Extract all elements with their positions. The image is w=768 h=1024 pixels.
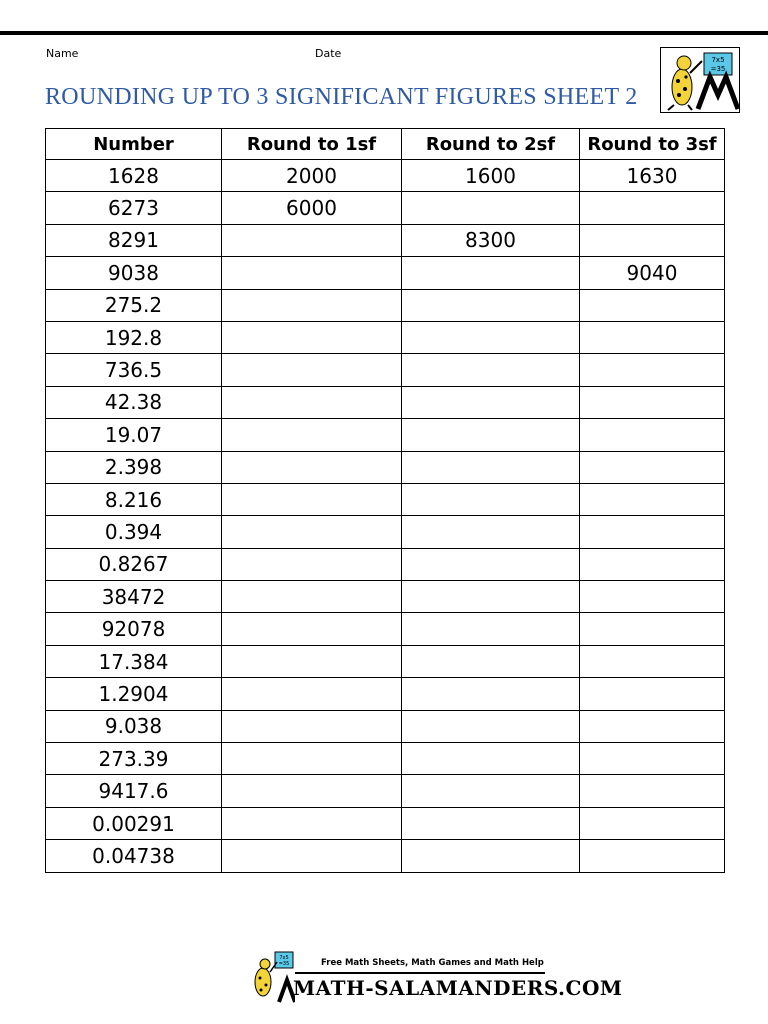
round-2sf-cell[interactable] bbox=[402, 840, 580, 872]
number-cell: 0.394 bbox=[46, 516, 222, 548]
round-1sf-cell[interactable] bbox=[222, 678, 402, 710]
round-3sf-cell[interactable] bbox=[580, 192, 725, 224]
name-label: Name bbox=[46, 47, 79, 60]
number-cell: 19.07 bbox=[46, 419, 222, 451]
round-2sf-cell[interactable] bbox=[402, 743, 580, 775]
page-title: ROUNDING UP TO 3 SIGNIFICANT FIGURES SHEET 2 bbox=[45, 84, 638, 110]
table-row bbox=[46, 224, 725, 256]
column-header-3sf: Round to 3sf bbox=[580, 129, 725, 160]
column-header-2sf: Round to 2sf bbox=[402, 129, 580, 160]
salamander-logo bbox=[660, 47, 740, 113]
table-row bbox=[46, 192, 725, 224]
round-2sf-cell[interactable] bbox=[402, 483, 580, 515]
round-3sf-cell[interactable] bbox=[580, 224, 725, 256]
round-1sf-cell[interactable] bbox=[222, 483, 402, 515]
round-3sf-cell[interactable] bbox=[580, 419, 725, 451]
number-cell: 9417.6 bbox=[46, 775, 222, 807]
number-cell: 17.384 bbox=[46, 645, 222, 677]
round-1sf-cell[interactable] bbox=[222, 386, 402, 418]
table-row bbox=[46, 160, 725, 192]
table-row bbox=[46, 257, 725, 289]
round-2sf-cell[interactable]: 8300 bbox=[402, 224, 580, 256]
round-2sf-cell[interactable] bbox=[402, 775, 580, 807]
round-2sf-cell[interactable] bbox=[402, 321, 580, 353]
number-cell: 9038 bbox=[46, 257, 222, 289]
round-1sf-cell[interactable] bbox=[222, 645, 402, 677]
round-1sf-cell[interactable] bbox=[222, 548, 402, 580]
round-3sf-cell[interactable] bbox=[580, 548, 725, 580]
number-cell: 275.2 bbox=[46, 289, 222, 321]
svg-text:7x5: 7x5 bbox=[279, 955, 289, 961]
table-row bbox=[46, 321, 725, 353]
number-cell: 0.00291 bbox=[46, 807, 222, 839]
round-2sf-cell[interactable] bbox=[402, 257, 580, 289]
round-2sf-cell[interactable] bbox=[402, 645, 580, 677]
table-row bbox=[46, 548, 725, 580]
round-1sf-cell[interactable] bbox=[222, 807, 402, 839]
round-2sf-cell[interactable] bbox=[402, 710, 580, 742]
round-3sf-cell[interactable] bbox=[580, 678, 725, 710]
round-1sf-cell[interactable] bbox=[222, 354, 402, 386]
round-1sf-cell[interactable] bbox=[222, 743, 402, 775]
number-cell: 42.38 bbox=[46, 386, 222, 418]
number-cell: 1628 bbox=[46, 160, 222, 192]
round-3sf-cell[interactable] bbox=[580, 451, 725, 483]
number-cell: 6273 bbox=[46, 192, 222, 224]
number-cell: 2.398 bbox=[46, 451, 222, 483]
top-rule bbox=[0, 31, 768, 35]
svg-text:7x5: 7x5 bbox=[711, 56, 725, 64]
round-3sf-cell[interactable] bbox=[580, 710, 725, 742]
round-2sf-cell[interactable] bbox=[402, 192, 580, 224]
table-row bbox=[46, 419, 725, 451]
round-1sf-cell[interactable] bbox=[222, 581, 402, 613]
round-1sf-cell[interactable]: 2000 bbox=[222, 160, 402, 192]
round-1sf-cell[interactable] bbox=[222, 516, 402, 548]
round-1sf-cell[interactable] bbox=[222, 775, 402, 807]
round-2sf-cell[interactable] bbox=[402, 581, 580, 613]
number-cell: 0.04738 bbox=[46, 840, 222, 872]
round-3sf-cell[interactable] bbox=[580, 645, 725, 677]
round-2sf-cell[interactable] bbox=[402, 386, 580, 418]
round-2sf-cell[interactable] bbox=[402, 419, 580, 451]
table-row bbox=[46, 645, 725, 677]
round-1sf-cell[interactable] bbox=[222, 224, 402, 256]
number-cell: 8.216 bbox=[46, 483, 222, 515]
round-3sf-cell[interactable] bbox=[580, 807, 725, 839]
round-1sf-cell[interactable] bbox=[222, 419, 402, 451]
footer-site-name: MATH-SALAMANDERS.COM bbox=[293, 976, 623, 1000]
svg-text:=35: =35 bbox=[710, 65, 726, 73]
table-row bbox=[46, 678, 725, 710]
table-row bbox=[46, 483, 725, 515]
date-label: Date bbox=[315, 47, 342, 60]
table-row bbox=[46, 386, 725, 418]
round-1sf-cell[interactable] bbox=[222, 257, 402, 289]
round-2sf-cell[interactable] bbox=[402, 807, 580, 839]
svg-text:=35: =35 bbox=[278, 961, 290, 967]
table-row bbox=[46, 354, 725, 386]
round-2sf-cell[interactable]: 1600 bbox=[402, 160, 580, 192]
round-2sf-cell[interactable] bbox=[402, 289, 580, 321]
round-3sf-cell[interactable]: 1630 bbox=[580, 160, 725, 192]
round-1sf-cell[interactable] bbox=[222, 710, 402, 742]
table-row bbox=[46, 613, 725, 645]
footer bbox=[245, 950, 623, 1006]
column-header-number: Number bbox=[46, 129, 222, 160]
number-cell: 9.038 bbox=[46, 710, 222, 742]
number-cell: 736.5 bbox=[46, 354, 222, 386]
round-1sf-cell[interactable] bbox=[222, 840, 402, 872]
round-1sf-cell[interactable] bbox=[222, 613, 402, 645]
table-row bbox=[46, 775, 725, 807]
number-cell: 192.8 bbox=[46, 321, 222, 353]
round-2sf-cell[interactable] bbox=[402, 548, 580, 580]
number-cell: 1.2904 bbox=[46, 678, 222, 710]
table-row bbox=[46, 840, 725, 872]
round-2sf-cell[interactable] bbox=[402, 451, 580, 483]
round-3sf-cell[interactable] bbox=[580, 840, 725, 872]
round-3sf-cell[interactable] bbox=[580, 516, 725, 548]
round-1sf-cell[interactable] bbox=[222, 321, 402, 353]
number-cell: 273.39 bbox=[46, 743, 222, 775]
column-header-1sf: Round to 1sf bbox=[222, 129, 402, 160]
round-2sf-cell[interactable] bbox=[402, 678, 580, 710]
round-1sf-cell[interactable]: 6000 bbox=[222, 192, 402, 224]
round-2sf-cell[interactable] bbox=[402, 613, 580, 645]
round-3sf-cell[interactable] bbox=[580, 289, 725, 321]
round-3sf-cell[interactable]: 9040 bbox=[580, 257, 725, 289]
table-row bbox=[46, 710, 725, 742]
table-row bbox=[46, 289, 725, 321]
round-3sf-cell[interactable] bbox=[580, 321, 725, 353]
footer-tagline: Free Math Sheets, Math Games and Math Help bbox=[321, 958, 544, 968]
round-3sf-cell[interactable] bbox=[580, 743, 725, 775]
number-cell: 38472 bbox=[46, 581, 222, 613]
round-3sf-cell[interactable] bbox=[580, 386, 725, 418]
header-row bbox=[46, 129, 725, 160]
round-2sf-cell[interactable] bbox=[402, 516, 580, 548]
footer-salamander-logo bbox=[245, 950, 295, 1004]
number-cell: 8291 bbox=[46, 224, 222, 256]
table-row bbox=[46, 516, 725, 548]
round-2sf-cell[interactable] bbox=[402, 354, 580, 386]
round-3sf-cell[interactable] bbox=[580, 613, 725, 645]
footer-divider bbox=[295, 972, 545, 974]
table-row bbox=[46, 743, 725, 775]
table-row bbox=[46, 581, 725, 613]
number-cell: 92078 bbox=[46, 613, 222, 645]
round-3sf-cell[interactable] bbox=[580, 581, 725, 613]
number-cell: 0.8267 bbox=[46, 548, 222, 580]
round-3sf-cell[interactable] bbox=[580, 775, 725, 807]
round-3sf-cell[interactable] bbox=[580, 483, 725, 515]
round-3sf-cell[interactable] bbox=[580, 354, 725, 386]
table-row bbox=[46, 807, 725, 839]
table-row bbox=[46, 451, 725, 483]
round-1sf-cell[interactable] bbox=[222, 289, 402, 321]
round-1sf-cell[interactable] bbox=[222, 451, 402, 483]
rounding-table bbox=[45, 128, 725, 873]
